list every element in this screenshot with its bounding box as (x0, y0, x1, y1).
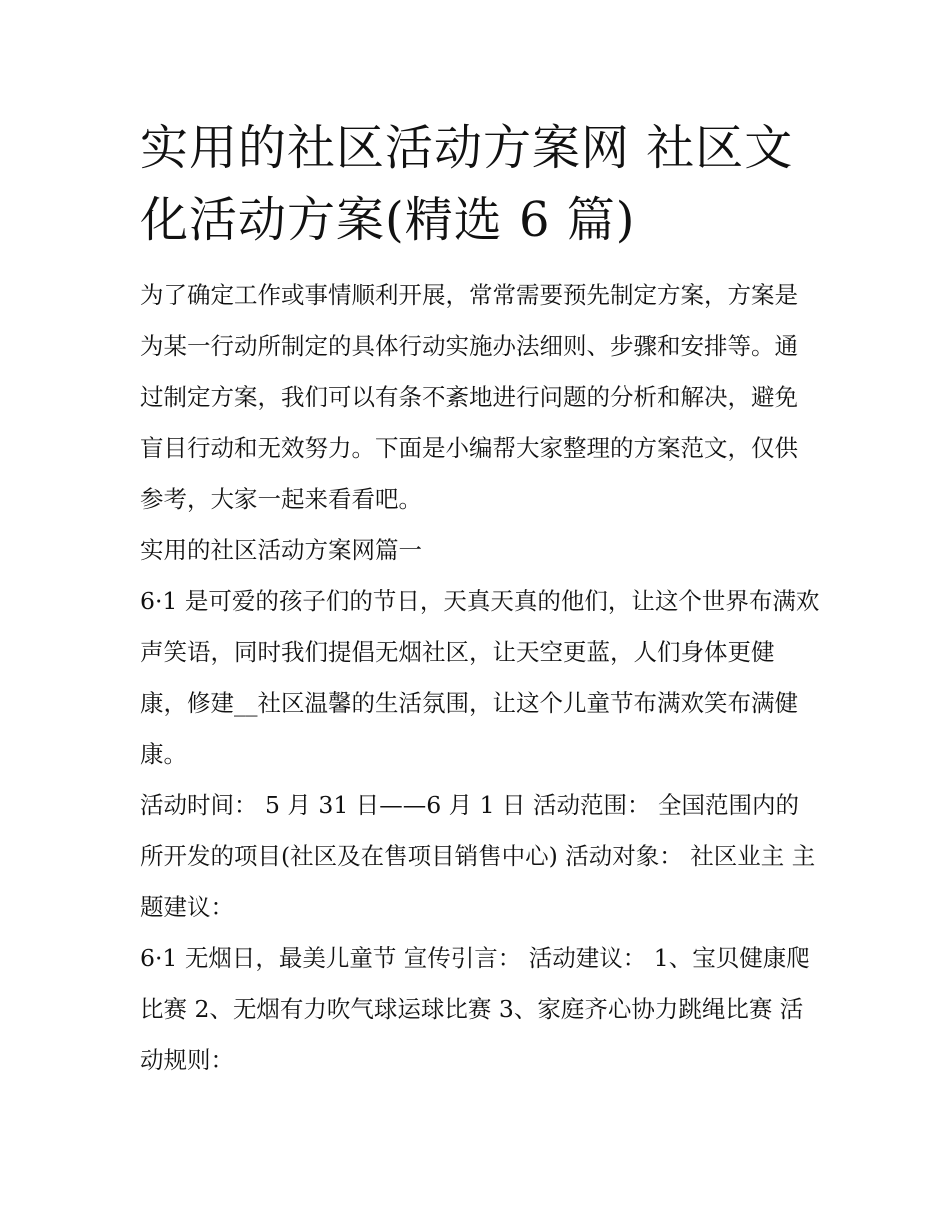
document-page (140, 112, 820, 1086)
document-title: 实用的社区活动方案网 社区文化活动方案(精选 6 篇) (140, 120, 794, 248)
body-paragraph: 活动时间： 5 月 31 日——6 月 1 日 活动范围： 全国范围内的所开发的项目(社区及在售项目销售中心) 活动对象： 社区业主 主题建议： (140, 791, 816, 921)
body-paragraph: 6·1 是可爱的孩子们的节日，天真天真的他们，让这个世界布满欢声笑语，同时我们提倡无烟社区，让天空更蓝，人们身体更健康，修建__社区温馨的生活氛围，让这个儿童节布满欢笑布满健康。 (140, 587, 820, 768)
intro-paragraph: 为了确定工作或事情顺利开展，常常需要预先制定方案，方案是为某一行动所制定的具体行动实施办法细则、步骤和安排等。通过制定方案，我们可以有条不紊地进行问题的分析和解决，避免盲目行动和无效努力。下面是小编帮大家整理的方案范文，仅供参考，大家一起来看看吧。 (140, 281, 798, 513)
body-paragraph: 6·1 无烟日，最美儿童节 宣传引言： 活动建议： 1、宝贝健康爬比赛 2、无烟有力吹气球运球比赛 3、家庭齐心协力跳绳比赛 活动规则： (140, 944, 810, 1074)
section-heading: 实用的社区活动方案网篇一 (140, 536, 422, 564)
